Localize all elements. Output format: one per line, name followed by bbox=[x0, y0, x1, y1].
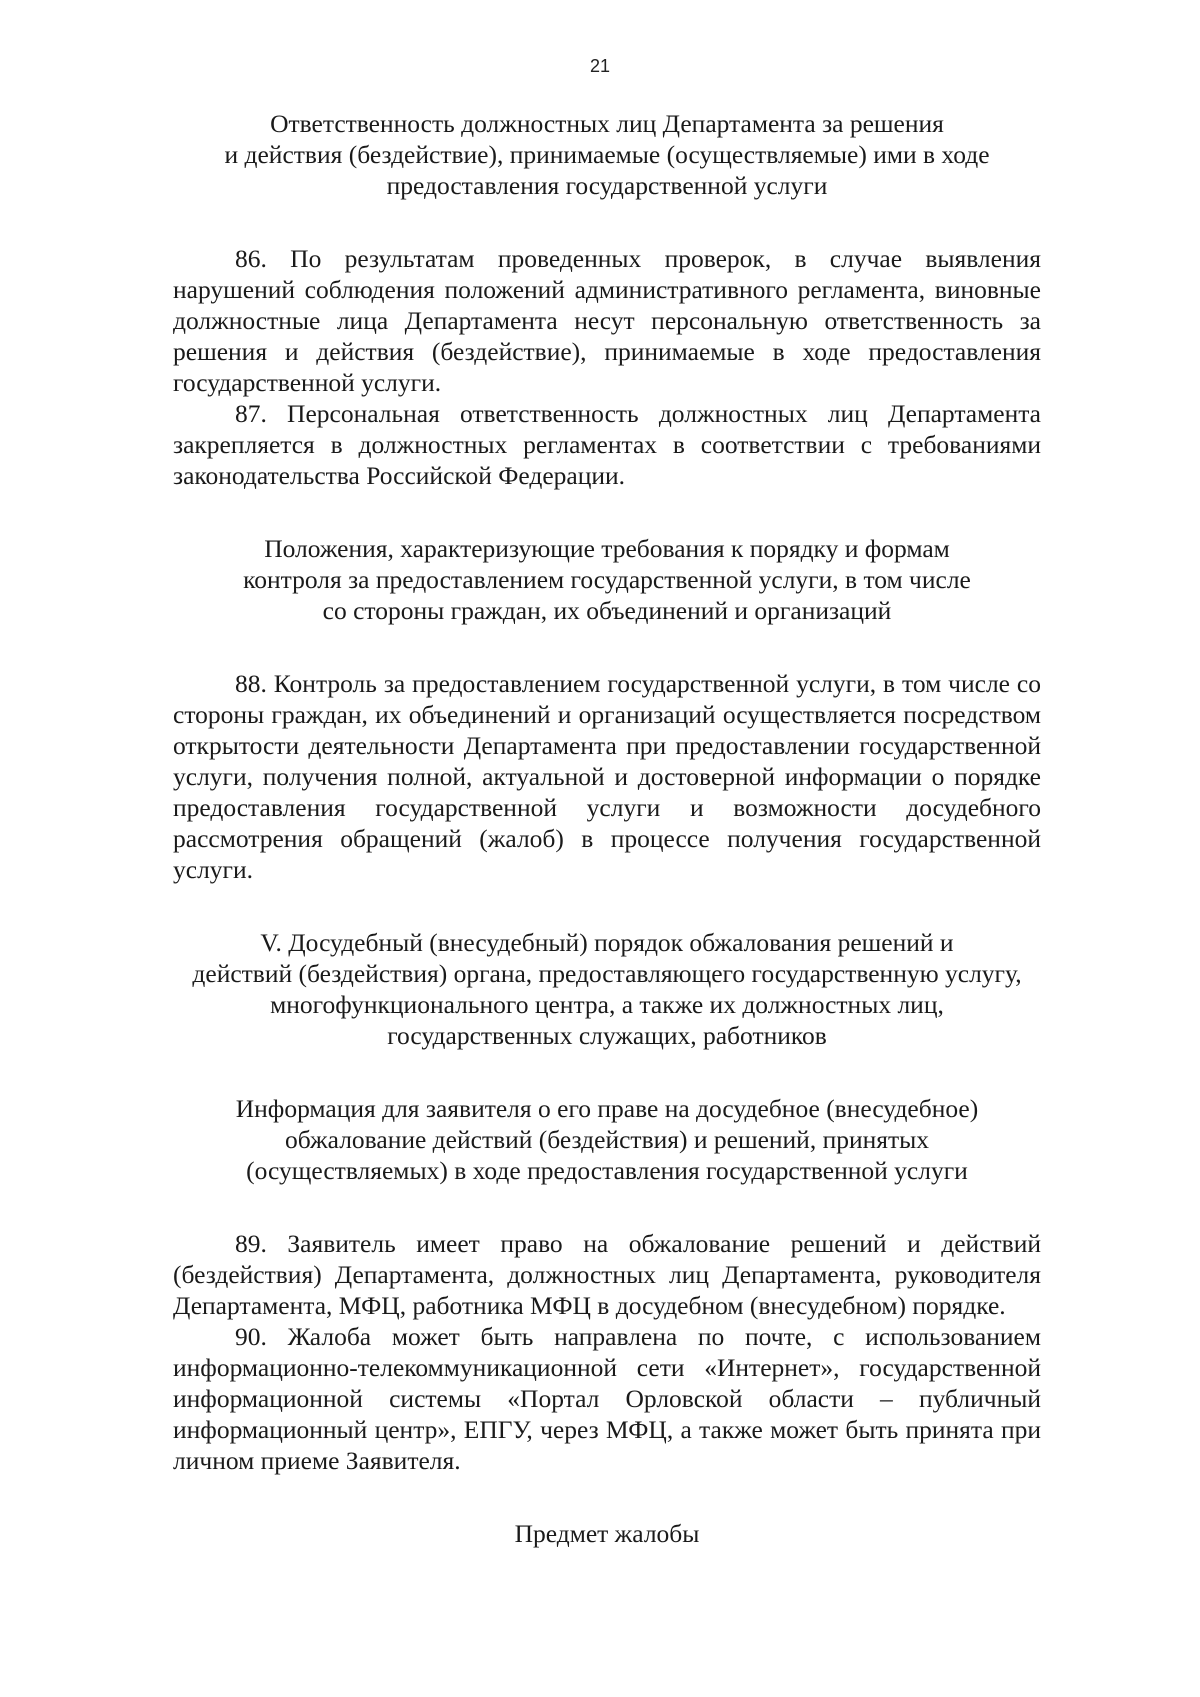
heading-line: Информация для заявителя о его праве на досудебное (внесудебное) bbox=[235, 1094, 979, 1123]
heading-line: V. Досудебный (внесудебный) порядок обжалования решений и bbox=[260, 928, 954, 957]
heading-line: государственных служащих, работников bbox=[387, 1021, 827, 1050]
paragraph-88: 88. Контроль за предоставлением государственной услуги, в том числе со стороны граждан, их объединений и организаций осуществляется посредством открытости деятельности Департамента при предоставлении государственной услуги, получения полной, актуальной и достоверной информации о порядке предоставления государственной услуги и возможности досудебного рассмотрения обращений (жалоб) в процессе получения государственной услуги. bbox=[173, 669, 1041, 884]
heading-control bbox=[173, 533, 1041, 626]
heading-line: со стороны граждан, их объединений и организаций bbox=[322, 596, 892, 625]
heading-appeal bbox=[173, 927, 1041, 1051]
paragraph-89: 89. Заявитель имеет право на обжалование решений и действий (бездействия) Департамента, должностных лиц Департамента, руководителя Департамента, МФЦ, работника МФЦ в досудебном (внесудебном) порядке. bbox=[173, 1229, 1041, 1320]
heading-line: Положения, характеризующие требования к порядку и формам bbox=[264, 534, 950, 563]
page-number: 21 bbox=[589, 56, 611, 76]
heading-line: действий (бездействия) органа, предоставляющего государственную услугу, bbox=[192, 959, 1022, 988]
paragraph-90: 90. Жалоба может быть направлена по почте, с использованием информационно-телекоммуникационной сети «Интернет», государственной информационной системы «Портал Орловской области – публичный информационный центр», ЕПГУ, через МФЦ, а также может быть принята при личном приеме Заявителя. bbox=[173, 1322, 1041, 1475]
heading-line: контроля за предоставлением государственной услуги, в том числе bbox=[243, 565, 971, 594]
heading-line: обжалование действий (бездействия) и решений, принятых bbox=[284, 1125, 930, 1154]
heading-subject: Предмет жалобы bbox=[514, 1519, 700, 1548]
heading-responsibility bbox=[173, 108, 1041, 201]
paragraph-87: 87. Персональная ответственность должностных лиц Департамента закрепляется в должностных регламентах в соответствии с требованиями законодательства Российской Федерации. bbox=[173, 399, 1041, 490]
heading-info bbox=[173, 1093, 1041, 1186]
heading-line: (осуществляемых) в ходе предоставления государственной услуги bbox=[246, 1156, 968, 1185]
page-content bbox=[173, 108, 1041, 1549]
paragraph-86: 86. По результатам проведенных проверок, в случае выявления нарушений соблюдения положений административного регламента, виновные должностные лица Департамента несут персональную ответственность за решения и действия (бездействие), принимаемые в ходе предоставления государственной услуги. bbox=[173, 244, 1041, 397]
heading-line: многофункционального центра, а также их должностных лиц, bbox=[270, 990, 944, 1019]
heading-line: Ответственность должностных лиц Департамента за решения bbox=[270, 109, 944, 138]
heading-line: и действия (бездействие), принимаемые (осуществляемые) ими в ходе bbox=[224, 140, 990, 169]
heading-line: предоставления государственной услуги bbox=[386, 171, 828, 200]
